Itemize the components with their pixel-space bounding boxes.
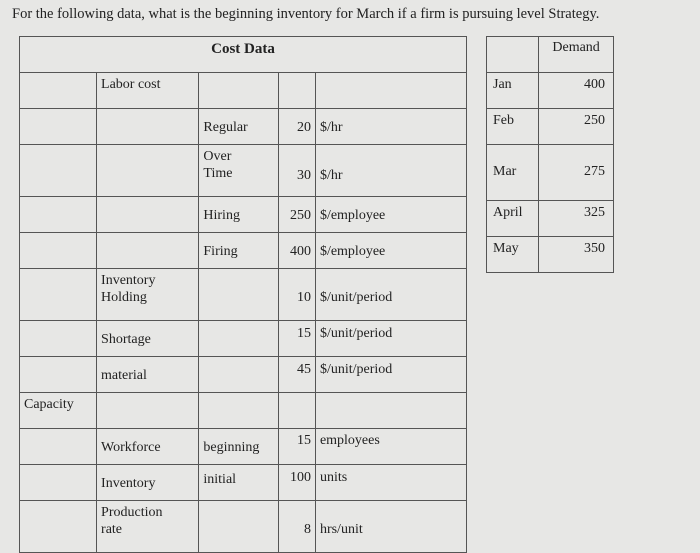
demand-value: 250 [539, 109, 614, 145]
table-row [487, 145, 614, 201]
firing-unit: $/employee [315, 233, 466, 269]
inventory-holding-line1: Inventory [101, 273, 156, 288]
production-rate-line1: Production [101, 505, 163, 520]
production-rate-label [97, 501, 199, 553]
regular-label: Regular [199, 109, 279, 145]
demand-month: Feb [487, 109, 539, 145]
overtime-unit: $/hr [315, 145, 466, 197]
question-text: For the following data, what is the beginning inventory for March if a firm is pursuing level Strategy. [12, 6, 600, 22]
inventory-value: 100 [279, 465, 315, 501]
production-rate-value: 8 [279, 501, 315, 553]
demand-header: Demand [539, 37, 614, 73]
demand-month: Jan [487, 73, 539, 109]
production-rate-line2: rate [101, 522, 123, 537]
inventory-label: Inventory [97, 465, 199, 501]
demand-value: 325 [539, 201, 614, 237]
table-row [487, 109, 614, 145]
inventory-unit: units [315, 465, 466, 501]
inventory-holding-unit: $/unit/period [315, 269, 466, 321]
demand-value: 350 [539, 237, 614, 273]
labor-cost-label: Labor cost [97, 73, 199, 109]
inventory-holding-value: 10 [279, 269, 315, 321]
workforce-sub: beginning [199, 429, 279, 465]
shortage-label: Shortage [97, 321, 199, 357]
cost-data-title: Cost Data [20, 37, 467, 73]
workforce-value: 15 [279, 429, 315, 465]
table-row [487, 73, 614, 109]
demand-value: 275 [539, 145, 614, 201]
hiring-label: Hiring [199, 197, 279, 233]
demand-month: Mar [487, 145, 539, 201]
hiring-value: 250 [279, 197, 315, 233]
overtime-label-line2: Time [203, 166, 233, 181]
material-unit: $/unit/period [315, 357, 466, 393]
production-rate-unit: hrs/unit [315, 501, 466, 553]
overtime-label-line1: Over [203, 149, 232, 164]
demand-month: April [487, 201, 539, 237]
table-row [487, 237, 614, 273]
firing-value: 400 [279, 233, 315, 269]
workforce-unit: employees [315, 429, 466, 465]
workforce-label: Workforce [97, 429, 199, 465]
firing-label: Firing [199, 233, 279, 269]
hiring-unit: $/employee [315, 197, 466, 233]
overtime-value: 30 [279, 145, 315, 197]
material-label: material [97, 357, 199, 393]
table-row [487, 201, 614, 237]
inventory-sub: initial [199, 465, 279, 501]
demand-table [486, 36, 614, 273]
demand-month: May [487, 237, 539, 273]
shortage-unit: $/unit/period [315, 321, 466, 357]
cost-data-table [19, 36, 467, 553]
regular-value: 20 [279, 109, 315, 145]
regular-unit: $/hr [315, 109, 466, 145]
capacity-label: Capacity [20, 393, 97, 429]
inventory-holding-line2: Holding [101, 290, 147, 305]
inventory-holding-label [97, 269, 199, 321]
demand-value: 400 [539, 73, 614, 109]
material-value: 45 [279, 357, 315, 393]
shortage-value: 15 [279, 321, 315, 357]
overtime-label [199, 145, 279, 197]
